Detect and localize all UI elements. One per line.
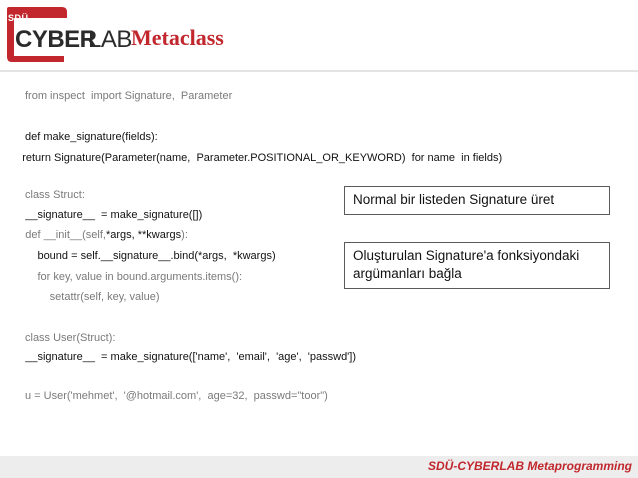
logo-sdu-text: SDÜ bbox=[8, 13, 29, 23]
code-line: return Signature(Parameter(name, Parameter.POSITIONAL_OR_KEYWORD) for name in fields) bbox=[10, 152, 503, 164]
code-segment: *args, **kwargs bbox=[105, 229, 182, 241]
code-line: from inspect import Signature, Parameter bbox=[25, 90, 233, 102]
logo-cyber-text: CYBER bbox=[15, 26, 97, 53]
code-line: for key, value in bound.arguments.items(): bbox=[13, 271, 243, 283]
footer-text: SDÜ-CYBERLAB Metaprogramming bbox=[427, 459, 632, 473]
slide-title: Metaclass bbox=[131, 25, 224, 50]
logo-lab-text: LAB bbox=[88, 26, 132, 53]
code-line: setattr(self, key, value) bbox=[13, 291, 160, 303]
code-segment: ): bbox=[181, 229, 188, 241]
callout-bind-arguments bbox=[344, 242, 610, 289]
code-line: class Struct: bbox=[25, 189, 85, 201]
code-line bbox=[13, 228, 188, 242]
slide-footer bbox=[0, 456, 638, 478]
code-line: class User(Struct): bbox=[25, 332, 116, 344]
code-line: def make_signature(fields): bbox=[25, 131, 158, 143]
code-line: __signature__ = make_signature([]) bbox=[13, 209, 203, 221]
code-line: u = User('mehmet', '@hotmail.com', age=32, passwd="toor") bbox=[25, 390, 328, 402]
code-line: bound = self.__signature__.bind(*args, *kwargs) bbox=[13, 250, 276, 262]
callout-text: Normal bir listeden Signature üret bbox=[353, 192, 555, 207]
callout-signature-from-list bbox=[344, 186, 610, 215]
callout-text: Oluşturulan Signature'a fonksiyondaki argümanları bağla bbox=[353, 248, 580, 281]
code-segment: def __init__(self, bbox=[13, 229, 106, 241]
code-line: __signature__ = make_signature(['name', 'email', 'age', 'passwd']) bbox=[13, 351, 357, 363]
